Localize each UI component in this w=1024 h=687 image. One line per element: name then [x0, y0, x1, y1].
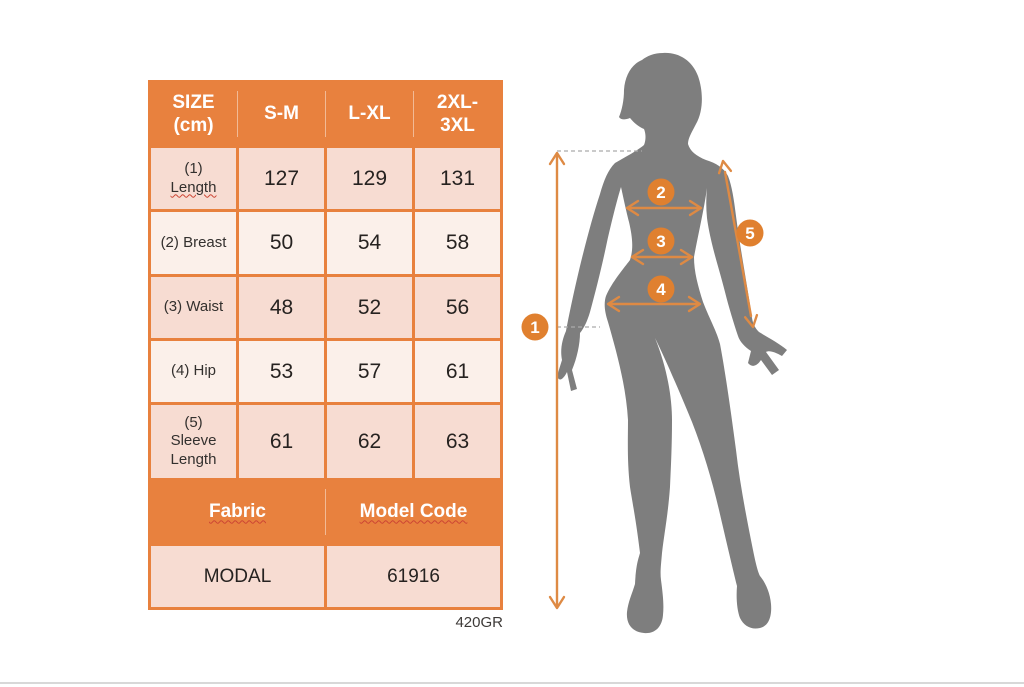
- measure-arrow-length: [550, 153, 564, 608]
- cell-hip-2xl3xl: 61: [415, 341, 500, 402]
- svg-text:3: 3: [656, 232, 666, 251]
- cell-breast-sm: 50: [239, 212, 324, 274]
- marker-circle-1: [522, 314, 549, 341]
- svg-text:5: 5: [745, 224, 755, 243]
- cell-waist-sm: 48: [239, 277, 324, 338]
- model-code-header-label: Model Code: [359, 501, 468, 523]
- svg-text:2: 2: [656, 183, 666, 202]
- row-label-line: (4) Hip: [170, 362, 216, 380]
- cell-length-2xl3xl: 131: [415, 148, 500, 209]
- cell-length-lxl: 129: [327, 148, 412, 209]
- cell-breast-2xl3xl: 58: [415, 212, 500, 274]
- marker-circle-5: [737, 220, 764, 247]
- row-label-line: (3) Waist: [163, 298, 224, 316]
- row-label-waist: [151, 277, 236, 338]
- marker-circle-4: [648, 276, 675, 303]
- row-label-line: (5): [184, 414, 203, 432]
- row-label-breast: [151, 212, 236, 274]
- row-label-line: Sleeve: [170, 432, 217, 450]
- weight-note: 420GR: [455, 614, 503, 631]
- row-label-line: (2) Breast: [160, 233, 227, 251]
- cell-length-sm: 127: [239, 148, 324, 209]
- cell-sleeve-2xl3xl: 63: [415, 405, 500, 478]
- col-header-2xl3xl: 2XL-3XL: [415, 83, 500, 145]
- cell-waist-lxl: 52: [327, 277, 412, 338]
- page-bottom-divider: [0, 682, 1024, 684]
- cell-hip-sm: 53: [239, 341, 324, 402]
- body-silhouette: [557, 53, 787, 633]
- row-label-sleeve-length: [151, 405, 236, 478]
- fabric-header: [151, 481, 324, 543]
- row-label-hip: [151, 341, 236, 402]
- marker-circle-3: [648, 228, 675, 255]
- fabric-header-label: Fabric: [208, 501, 267, 523]
- svg-text:1: 1: [530, 318, 540, 337]
- model-code-value: 61916: [327, 546, 500, 607]
- row-label-length: [151, 148, 236, 209]
- fabric-value: MODAL: [151, 546, 324, 607]
- measurement-figure: [520, 20, 820, 650]
- cell-breast-lxl: 54: [327, 212, 412, 274]
- row-label-line: Length: [170, 178, 217, 196]
- col-header-size: SIZE (cm): [151, 83, 236, 145]
- cell-waist-2xl3xl: 56: [415, 277, 500, 338]
- col-header-sm: S-M: [239, 83, 324, 145]
- row-label-line: (1): [184, 160, 203, 178]
- col-header-lxl: L-XL: [327, 83, 412, 145]
- size-table: [148, 80, 503, 610]
- marker-circle-2: [648, 179, 675, 206]
- model-code-header: [327, 481, 500, 543]
- cell-sleeve-sm: 61: [239, 405, 324, 478]
- cell-sleeve-lxl: 62: [327, 405, 412, 478]
- cell-hip-lxl: 57: [327, 341, 412, 402]
- row-label-line: Length: [170, 450, 217, 468]
- svg-text:4: 4: [656, 280, 666, 299]
